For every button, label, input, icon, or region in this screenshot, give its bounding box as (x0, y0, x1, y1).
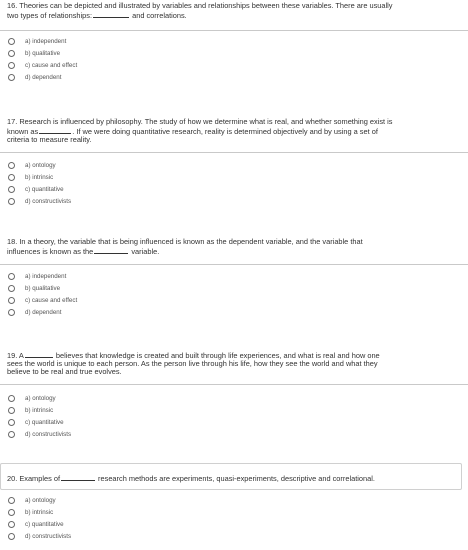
radio-button[interactable] (8, 174, 15, 181)
option-label: b) intrinsic (25, 406, 54, 414)
option-label: a) ontology (25, 161, 56, 169)
radio-button[interactable] (8, 431, 15, 438)
option-label: b) intrinsic (25, 173, 54, 181)
option-label: d) dependent (25, 73, 62, 81)
stem-text: research methods are experiments, quasi-experiments, descriptive and correlational. (96, 474, 375, 483)
radio-button[interactable] (8, 38, 15, 45)
radio-button[interactable] (8, 162, 15, 169)
option-c[interactable] (8, 184, 208, 194)
question-divider (0, 384, 468, 385)
radio-button[interactable] (8, 186, 15, 193)
radio-button[interactable] (8, 407, 15, 414)
option-d[interactable] (8, 72, 208, 82)
option-c[interactable] (8, 60, 208, 70)
radio-button[interactable] (8, 198, 15, 205)
radio-button[interactable] (8, 395, 15, 402)
option-d[interactable] (8, 307, 208, 317)
option-a[interactable] (8, 495, 208, 505)
question-divider (0, 152, 468, 153)
question-stem (5, 350, 465, 376)
option-a[interactable] (8, 160, 208, 170)
option-c[interactable] (8, 519, 208, 529)
option-a[interactable] (8, 271, 208, 281)
option-label: c) cause and effect (25, 296, 78, 304)
radio-button[interactable] (8, 309, 15, 316)
radio-button[interactable] (8, 62, 15, 69)
option-label: b) qualitative (25, 284, 61, 292)
option-label: a) ontology (25, 394, 56, 402)
stem-text: . If we were doing quantitative research, reality is determined objectively and by using a set of criteria to measure reality. (7, 127, 378, 144)
radio-button[interactable] (8, 521, 15, 528)
question-18 (5, 238, 465, 256)
option-label: c) quantitative (25, 520, 64, 528)
answer-blank (25, 350, 53, 358)
option-b[interactable] (8, 507, 208, 517)
stem-text: 17. Research is influenced by philosophy. The study of how we determine what is real, and whether something exist is known as (7, 117, 393, 136)
question-stem (5, 2, 465, 20)
option-label: a) ontology (25, 496, 56, 504)
option-a[interactable] (8, 393, 208, 403)
option-label: a) independent (25, 272, 67, 280)
stem-text: believes that knowledge is created and built through life experiences, and what is real and how one sees the world is unique to each person. As the person live through his life, how they see the world and what they believe to be real and true evolves. (7, 351, 380, 376)
question-17 (5, 118, 465, 144)
stem-text: variable. (129, 247, 160, 256)
option-label: d) constructivists (25, 430, 72, 438)
option-b[interactable] (8, 172, 208, 182)
stem-text: 18. In a theory, the variable that is being influenced is known as the dependent variable, and the variable that influences is known as the (7, 237, 363, 256)
option-label: b) intrinsic (25, 508, 54, 516)
radio-button[interactable] (8, 297, 15, 304)
stem-text: 20. Examples of (7, 474, 60, 483)
option-d[interactable] (8, 531, 208, 541)
question-19 (5, 350, 465, 376)
question-divider (0, 264, 468, 265)
answer-blank (94, 246, 128, 254)
option-label: c) cause and effect (25, 61, 78, 69)
option-c[interactable] (8, 295, 208, 305)
option-c[interactable] (8, 417, 208, 427)
option-label: b) qualitative (25, 49, 61, 57)
question-stem (5, 473, 465, 483)
option-d[interactable] (8, 429, 208, 439)
question-divider (0, 30, 468, 31)
option-a[interactable] (8, 36, 208, 46)
option-label: c) quantitative (25, 418, 64, 426)
question-20 (5, 473, 465, 483)
answer-blank (39, 126, 71, 134)
option-d[interactable] (8, 196, 208, 206)
option-b[interactable] (8, 48, 208, 58)
option-label: a) independent (25, 37, 67, 45)
stem-text: and correlations. (130, 11, 187, 20)
question-stem (5, 118, 465, 144)
radio-button[interactable] (8, 285, 15, 292)
option-b[interactable] (8, 405, 208, 415)
answer-blank (61, 473, 95, 481)
option-label: c) quantitative (25, 185, 64, 193)
stem-text: 19. A (7, 351, 24, 360)
question-stem (5, 238, 465, 256)
stem-text: 16. Theories can be depicted and illustrated by variables and relationships between these variables. There are usually two types of relationships: (7, 1, 393, 20)
radio-button[interactable] (8, 419, 15, 426)
radio-button[interactable] (8, 497, 15, 504)
radio-button[interactable] (8, 509, 15, 516)
answer-blank (93, 10, 129, 18)
radio-button[interactable] (8, 533, 15, 540)
radio-button[interactable] (8, 74, 15, 81)
question-16 (5, 2, 465, 20)
option-label: d) dependent (25, 308, 62, 316)
option-label: d) constructivists (25, 532, 72, 540)
option-b[interactable] (8, 283, 208, 293)
option-label: d) constructivists (25, 197, 72, 205)
radio-button[interactable] (8, 273, 15, 280)
radio-button[interactable] (8, 50, 15, 57)
